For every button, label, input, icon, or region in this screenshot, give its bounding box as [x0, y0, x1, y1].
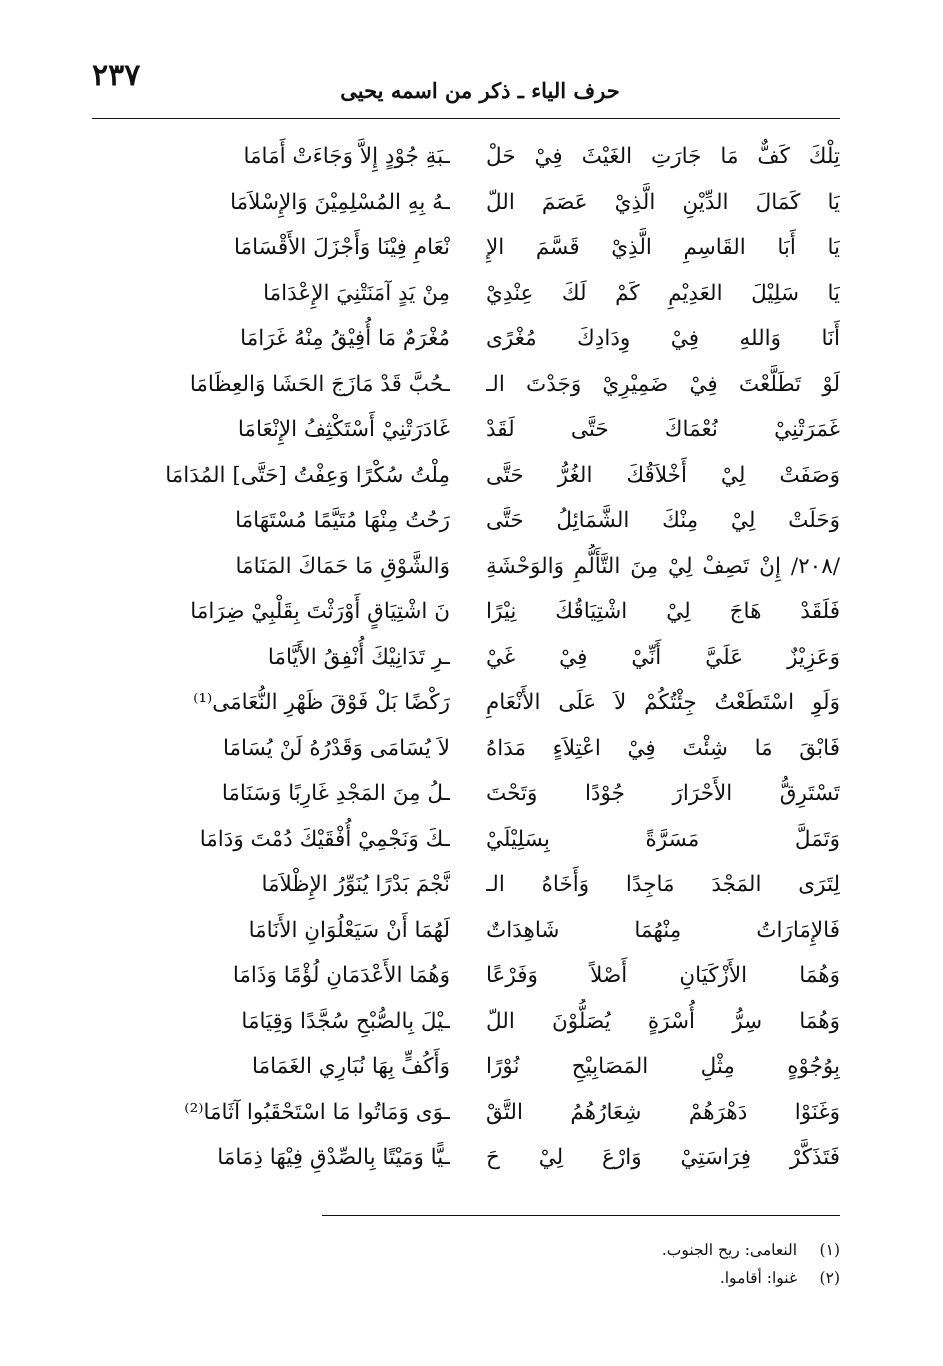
verse-line: يَا أَبَا القَاسِمِ الَّذِيْ قَسَّمَ الإِ — [486, 235, 840, 260]
verse-line: /٢٠٨/ إِنْ تَصِفْ لِيْ مِنَ التَّأَلُّمِ وَالوَحْشَةِ — [486, 553, 840, 579]
verse-line: رَكْضًا بَلْ فَوْقَ ظَهْرِ النُّعَامَى⁽¹⁾ — [193, 690, 450, 715]
footnote-marker: (٢) — [819, 1269, 840, 1287]
verse-line: لَوْ تَطَلَّعْتَ فِيْ ضَمِيْرِيْ وَجَدْتَ الـ — [486, 371, 840, 397]
verse-line: وَغَنَوْا دَهْرَهُمْ شِعَارُهُمُ التَّقْ — [486, 1099, 840, 1125]
verse-line: وَتَمَلَّ مَسَرَّةً بِسَلِيْلَيْ — [486, 826, 840, 852]
verse-line: ـهُ بِهِ المُسْلِمِيْنَ وَالإِسْلاَمَا — [230, 189, 450, 215]
footnote — [322, 1264, 840, 1292]
verse-line: فَالإِمَارَاتُ مِنْهُمَا شَاهِدَاتٌ — [486, 917, 840, 943]
verse-line: فَابْقَ مَا شِئْتَ فِيْ اعْتِلاَءٍ مَدَاهُ — [486, 735, 840, 761]
verse-line: ـلُ مِنَ المَجْدِ غَارِبًا وَسَنَامَا — [221, 781, 450, 806]
verse-line: غَادَرَتْنِيْ أَسْتَكْثِفُ الإِنْعَامَا — [237, 417, 450, 442]
verse-line: يَا كَمَالَ الدِّيْنِ الَّذِيْ عَصَمَ اللّ — [486, 189, 840, 215]
verse-line: تَسْتَرِقُّ الأَحْرَارَ جُوْدًا وَتَحْتَ — [486, 781, 840, 806]
verse-line: ـبَةِ جُوْدٍ إِلاَّ وَجَاءَتْ أَمَامَا — [243, 144, 450, 169]
running-head: حرف الياء ـ ذكر من اسمه يحيى — [340, 78, 620, 103]
verse-line: ـحُبَّ قَدْ مَازَجَ الحَشَا وَالعِظَامَا — [189, 371, 450, 397]
footnote-marker: (١) — [819, 1241, 840, 1259]
verse-line: رَحُتُ مِنْهَا مُتَيَّمًا مُسْتَهَامَا — [235, 508, 450, 533]
footnote-text: النعامى: ريح الجنوب. — [661, 1241, 798, 1259]
verse-line: مِلْتُ سُكْرًا وَعِفْتُ [حَتَّى] المُدَامَا — [165, 462, 450, 488]
verse-line: ـيْلَ بِالصُّبْحِ سُجَّدًا وَقِيَامَا — [241, 1008, 450, 1034]
verse-line: وَحَلَتْ لِيْ مِنْكَ الشَّمَائِلُ حَتَّى — [486, 508, 840, 533]
verse-line: وَهُمَا الأَزْكَيَانِ أَصْلاً وَفَرْعًا — [486, 963, 840, 988]
verse-line: ـرِ تَدَانِيْكَ أُنْفِقُ الأَيَّامَا — [267, 644, 450, 670]
header-rule — [92, 118, 840, 119]
verse-line: لَهُمَا أَنْ سَيَعْلُوَانِ الأَنَامَا — [248, 917, 450, 943]
verse-line: أَنَا وَاللهِ فِيْ وِدَادِكَ مُغْرًى — [486, 326, 840, 351]
verse-column-left — [92, 134, 450, 1181]
verse-line: وَهُمَا سِرُّ أُسْرَةٍ يُصَلُّوْنَ اللّ — [486, 1008, 840, 1034]
footnotes — [322, 1236, 840, 1292]
footnote-rule — [322, 1215, 840, 1216]
verse-line: نَ اشْتِيَاقٍ أَوْرَثْتَ بِقَلْبِيْ ضِرَامَا — [190, 599, 450, 624]
verse-line: وَالشَّوْقِ مَا حَمَاكَ المَنَامَا — [235, 553, 450, 579]
footnote — [322, 1236, 840, 1264]
verse-line: يَا سَلِيْلَ العَدِيْمِ كَمْ لَكَ عِنْدِيْ — [486, 280, 840, 306]
verse-line: لِتَرَى المَجْدَ مَاجِدًا وَأَخَاهُ الـ — [486, 872, 840, 897]
verse-line: وَصَفَتْ لِيْ أَخْلاَقُكَ الغُرُّ حَتَّى — [486, 462, 840, 488]
verse-line: مِنْ يَدٍ آمَنَتْنِيَ الإِعْدَامَا — [263, 280, 450, 306]
footnote-text: غنوا: أقاموا. — [719, 1269, 798, 1287]
page-number: ٢٣٧ — [92, 58, 141, 93]
verse-line: تِلْكَ كَفٌّ مَا جَارَتِ الغَيْثَ فِيْ حَلْ — [486, 144, 840, 169]
verse-line: فَتَذَكَّرْ فِرَاسَتِيْ وَارْعَ لِيْ حَ — [486, 1145, 840, 1170]
verse-line: غَمَرَتْنِيْ نُعْمَاكَ حَتَّى لَقَدْ — [486, 417, 840, 442]
verse-column-right — [486, 134, 840, 1181]
verse-line: ـوَى وَمَاتُوا مَا اسْتَحْقَبُوا آثَامَا⁽²⁾ — [184, 1099, 450, 1125]
verse-line: وَلَوِ اسْتَطَعْتُ جِئْتُكُمْ لاَ عَلَى الأَنْعَامِ — [486, 690, 840, 715]
verse-line: ـكَ وَنَجْمِيْ أُفْقَيْكَ دُمْتَ وَدَامَا — [199, 826, 450, 852]
verse-line: لاَ يُسَامَى وَقَدْرُهُ لَنْ يُسَامَا — [222, 735, 450, 761]
verse-line: نَّجْمَ بَدْرًا يُنَوِّرُ الإِظْلاَمَا — [261, 872, 450, 897]
verse-line: وَعَزِيْزٌ عَلَيَّ أَنِّيْ فِيْ غَيْ — [486, 644, 840, 670]
verse-line: بِوُجُوْهٍ مِثْلِ المَصَابِيْحِ نُوْرًا — [486, 1054, 840, 1079]
verse-line: وَأَكُفٍّ بِهَا نُبَارِي الغَمَامَا — [252, 1054, 450, 1079]
verse-line: وَهُمَا الأَعْدَمَانِ لُؤْمًا وَذَامَا — [232, 963, 450, 988]
verse-line: مُغْرَمٌ مَا أُفِيْقُ مِنْهُ غَرَامَا — [240, 326, 450, 351]
verse-line: نْعَامِ فِيْنَا وَأَجْزَلَ الأَقْسَامَا — [234, 235, 450, 260]
verse-line: ـيًّا وَمَيْتًا بِالصِّدْقِ فِيْهَا ذِمَامَا — [217, 1145, 450, 1170]
verse-line: فَلَقَدْ هَاجَ لِيْ اشْتِيَاقُكَ نِيْرًا — [486, 599, 840, 624]
